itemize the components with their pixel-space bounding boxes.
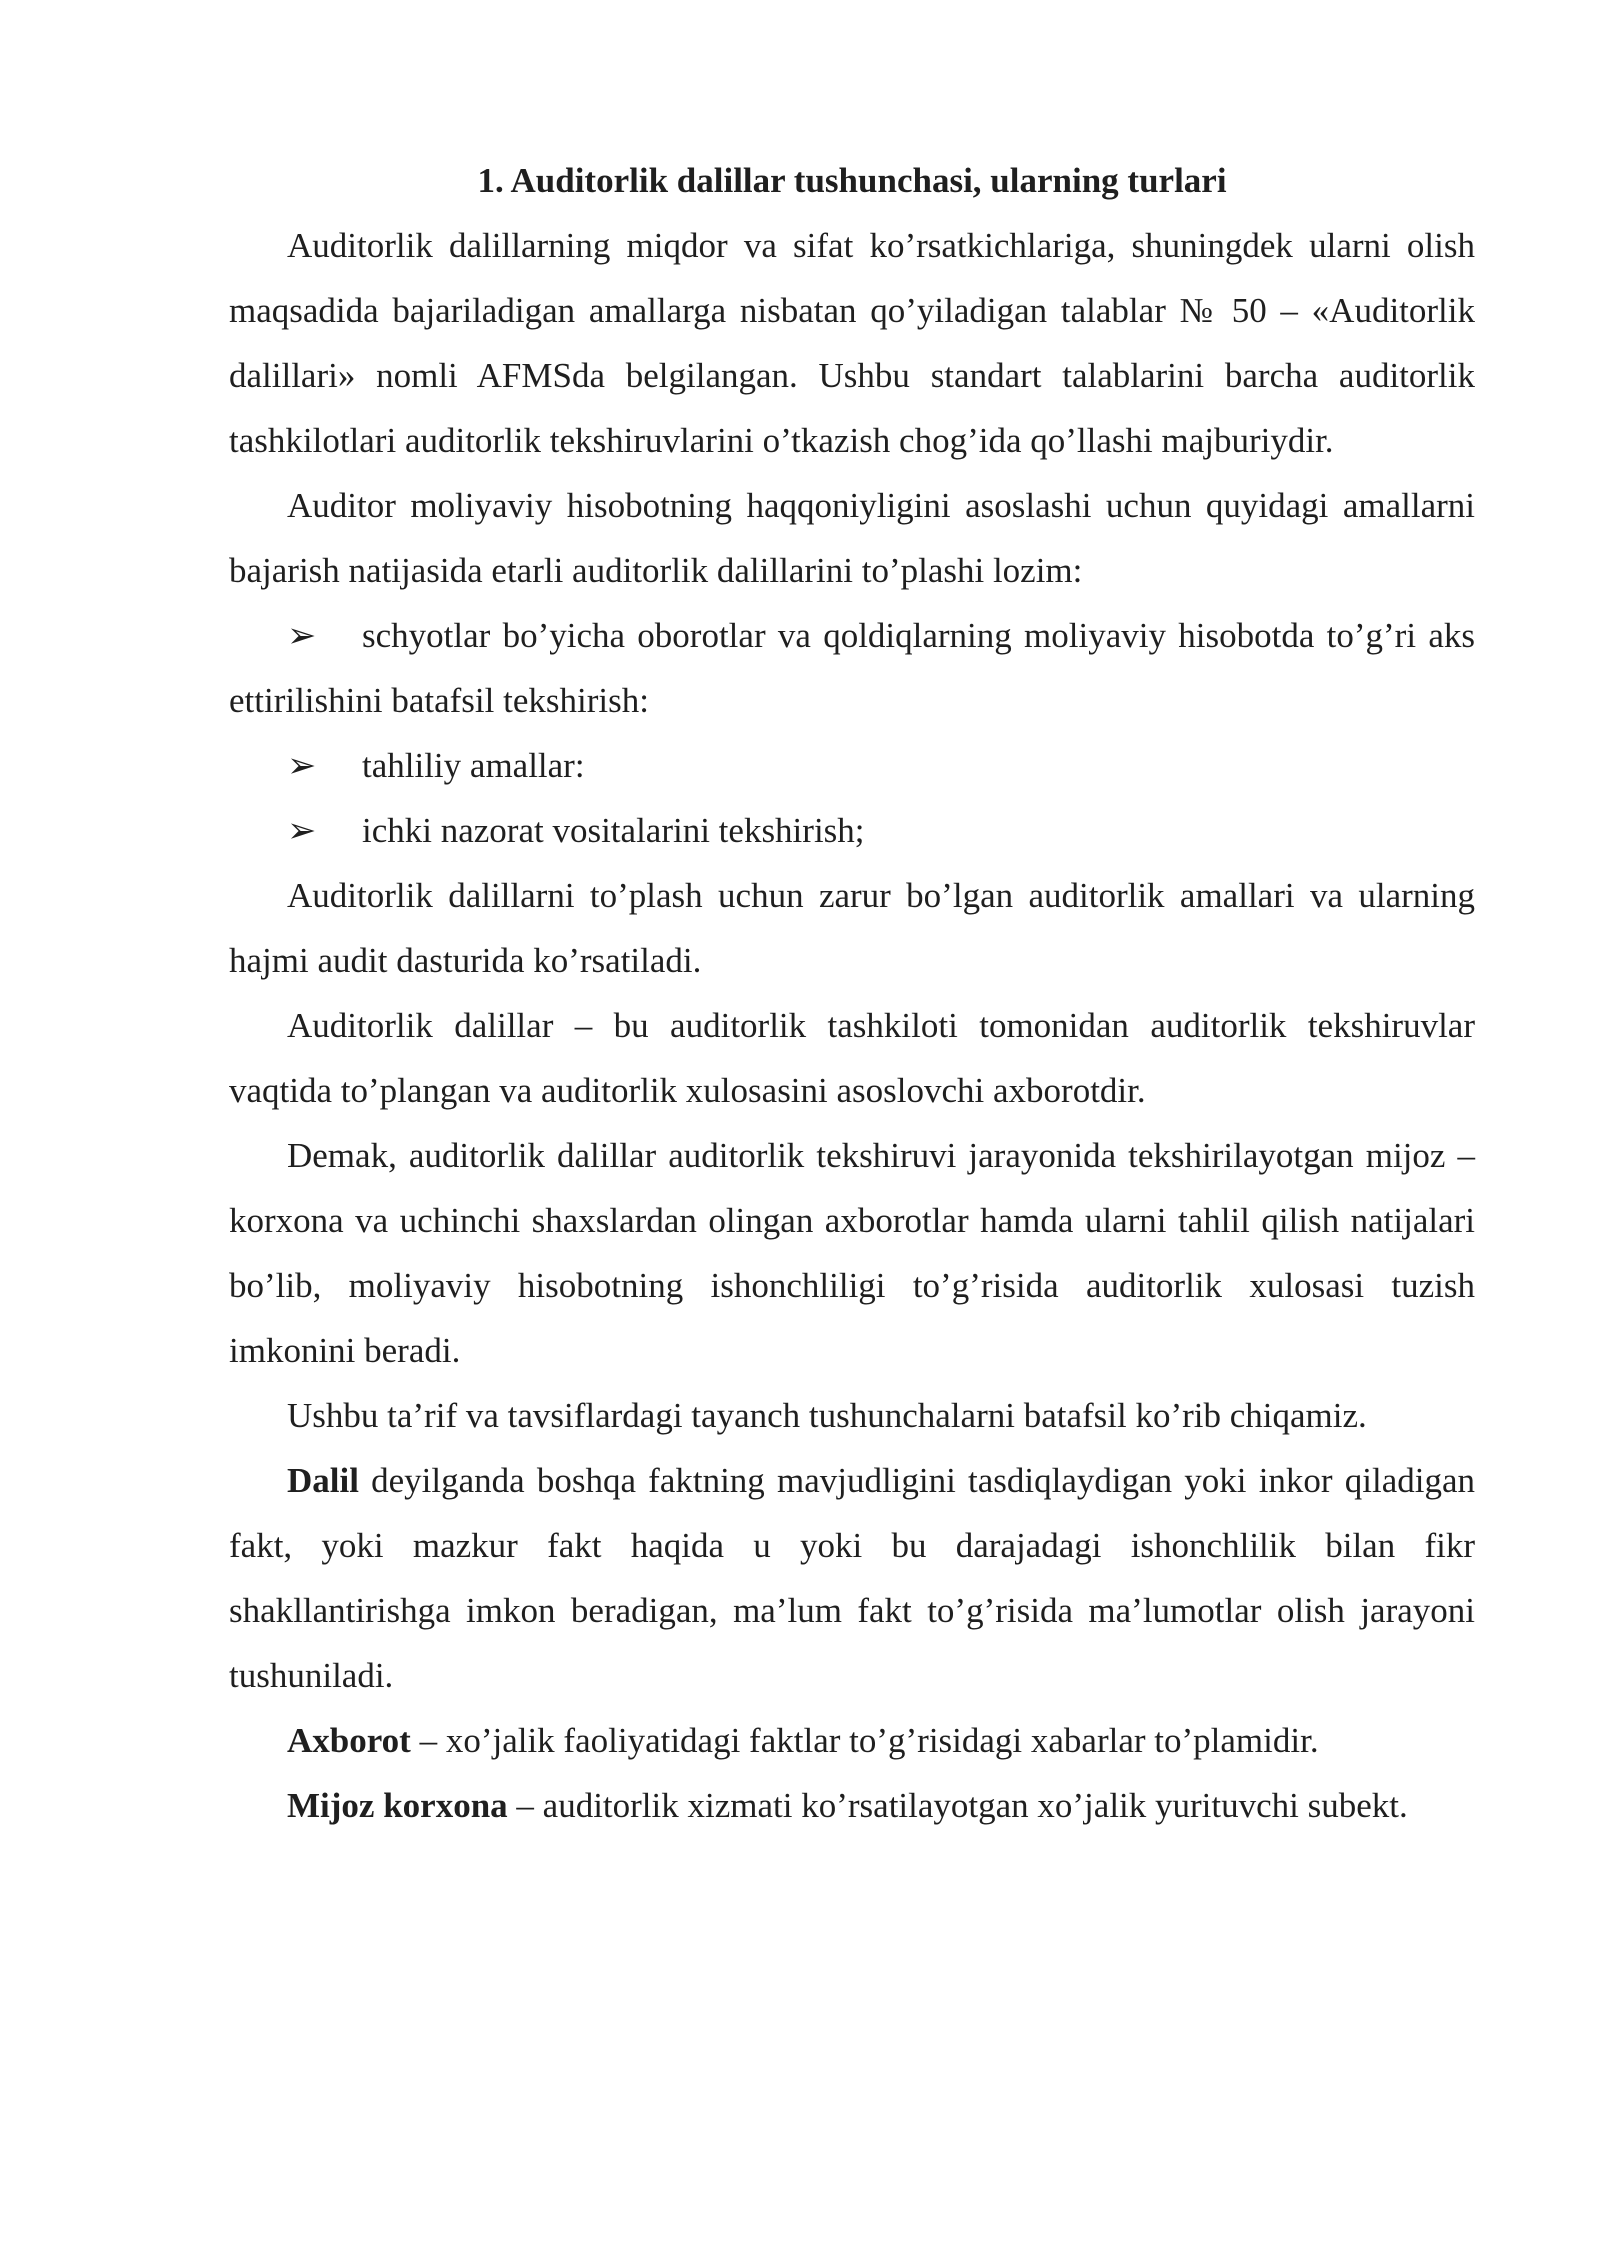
bullet-item xyxy=(229,603,1475,733)
definition-term: Dalil xyxy=(287,1461,359,1500)
definition-axborot xyxy=(229,1708,1475,1773)
bullet-item xyxy=(229,798,1475,863)
definition-term: Mijoz korxona xyxy=(287,1786,508,1825)
arrow-bullet-icon: ➢ xyxy=(287,746,317,785)
section-title: 1. Auditorlik dalillar tushunchasi, ularning turlari xyxy=(477,161,1227,200)
definition-text: – auditorlik xizmati ko’rsatilayotgan xo’jalik yurituvchi subekt. xyxy=(507,1786,1408,1825)
arrow-bullet-icon: ➢ xyxy=(287,811,317,850)
bullet-item xyxy=(229,733,1475,798)
paragraph-audit-program: Auditorlik dalillarni to’plash uchun zarur bo’lgan auditorlik amallari va ularning hajmi audit dasturida ko’rsatiladi. xyxy=(229,876,1475,980)
definition-dalil xyxy=(229,1448,1475,1708)
definition-text: deyilganda boshqa faktning mavjudligini tasdiqlaydigan yoki inkor qiladigan fakt, yoki mazkur fakt haqida u yoki bu darajadagi ishonchlilik bilan fikr shakllantirishga imkon beradigan, ma’lum fakt to’g’risida ma’lumotlar olish jarayoni tushuniladi. xyxy=(229,1461,1475,1695)
bullet-text: ichki nazorat vositalarini tekshirish; xyxy=(362,811,865,850)
arrow-bullet-icon: ➢ xyxy=(287,616,317,655)
bullet-text: tahliliy amallar: xyxy=(362,746,585,785)
paragraph-key-concepts: Ushbu ta’rif va tavsiflardagi tayanch tushunchalarni batafsil ko’rib chiqamiz. xyxy=(287,1396,1367,1435)
definition-text: – xo’jalik faoliyatidagi faktlar to’g’risidagi xabarlar to’plamidir. xyxy=(410,1721,1319,1760)
paragraph-evidence-definition: Auditorlik dalillar – bu auditorlik tashkiloti tomonidan auditorlik tekshiruvlar vaqtida to’plangan va auditorlik xulosasini asoslovchi axborotdir. xyxy=(229,1006,1475,1110)
paragraph-evidence-summary: Demak, auditorlik dalillar auditorlik tekshiruvi jarayonida tekshirilayotgan mijoz – korxona va uchinchi shaxslardan olingan axborotlar hamda ularni tahlil qilish natijalari bo’lib, moliyaviy hisobotning ishonchliligi to’g’risida auditorlik xulosasi tuzish imkonini beradi. xyxy=(229,1136,1475,1370)
bullet-text: schyotlar bo’yicha oborotlar va qoldiqlarning moliyaviy hisobotda to’g’ri aks ettirilishini batafsil tekshirish: xyxy=(229,616,1475,720)
document-page xyxy=(229,148,1475,1838)
paragraph-auditor-actions: Auditor moliyaviy hisobotning haqqoniyligini asoslashi uchun quyidagi amallarni bajarish natijasida etarli auditorlik dalillarini to’plashi lozim: xyxy=(229,486,1475,590)
definition-term: Axborot xyxy=(287,1721,411,1760)
paragraph-afms-requirements: Auditorlik dalillarning miqdor va sifat ko’rsatkichlariga, shuningdek ularni olish maqsadida bajariladigan amallarga nisbatan qo’yiladigan talablar № 50 – «Auditorlik dalillari» nomli AFMSda belgilangan. Ushbu standart talablarini barcha auditorlik tashkilotlari auditorlik tekshiruvlarini o’tkazish chog’ida qo’llashi majburiydir. xyxy=(229,226,1475,460)
definition-mijoz-korxona xyxy=(229,1773,1475,1838)
